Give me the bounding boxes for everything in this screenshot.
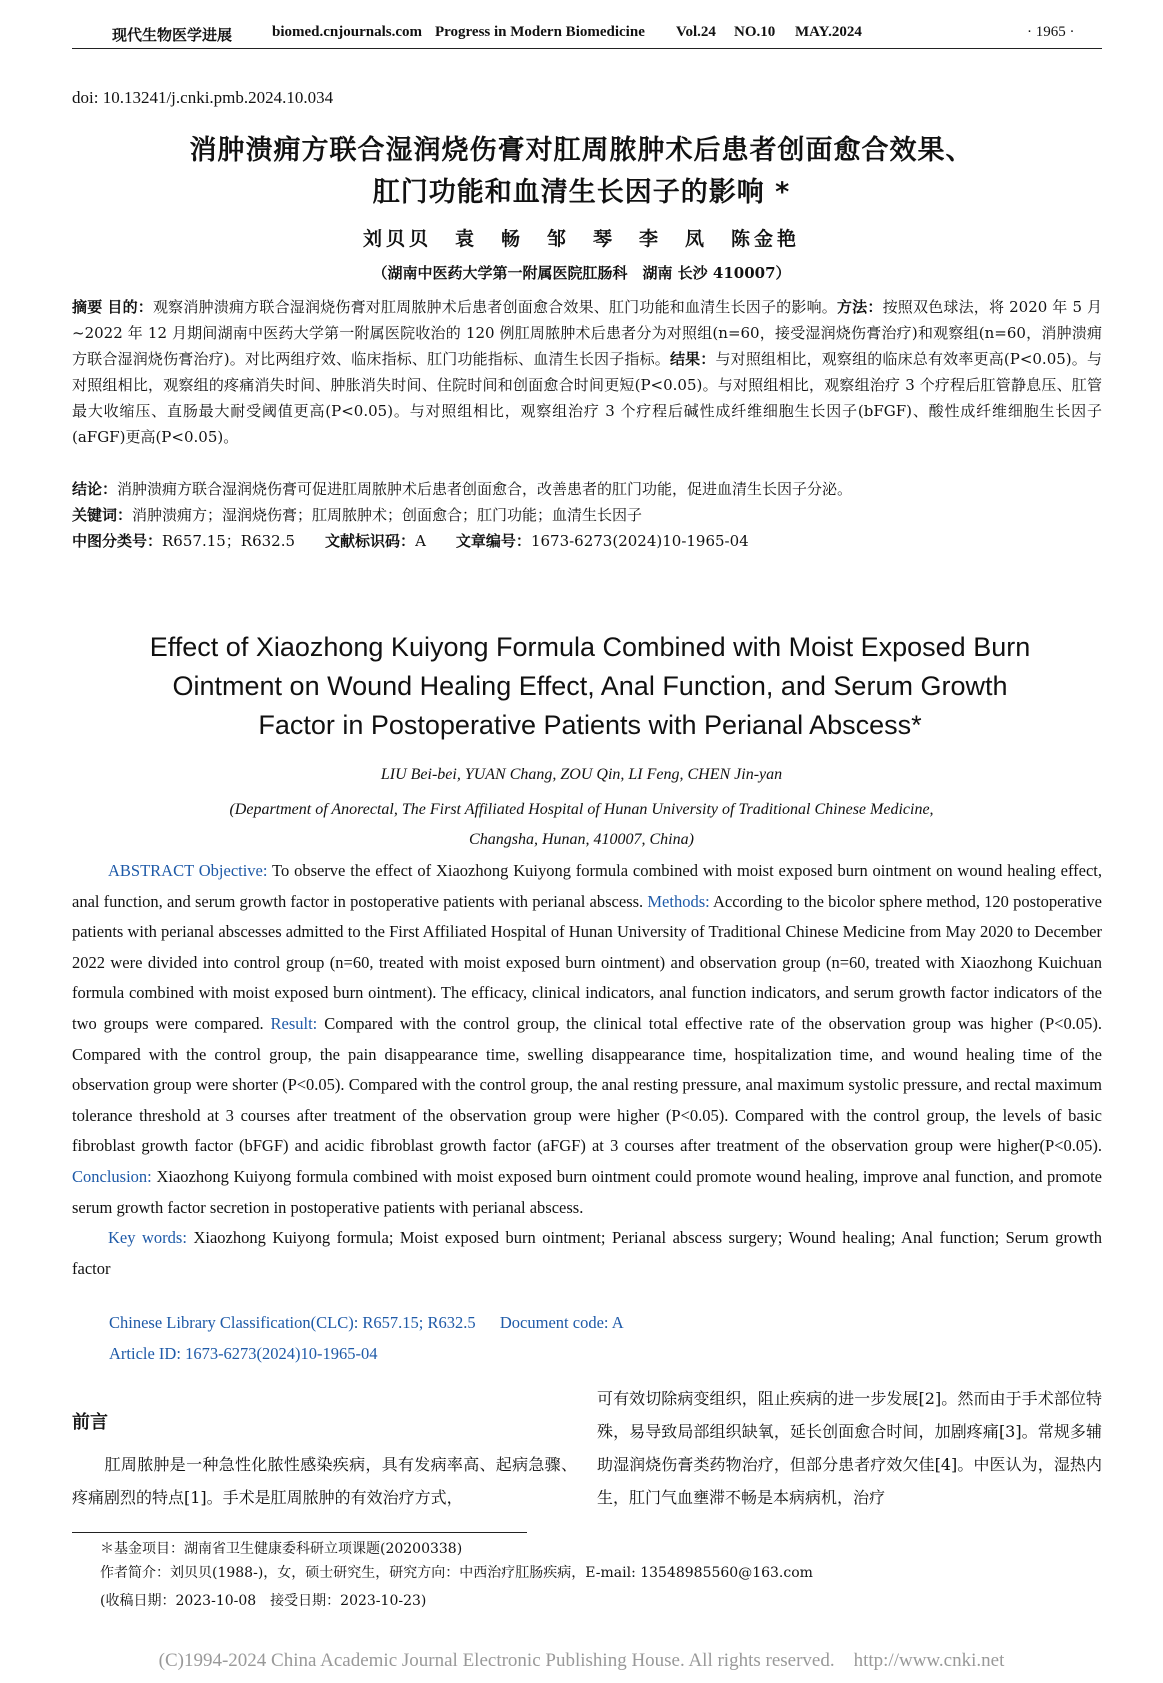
intro-right-column: 可有效切除病变组织，阻止疾病的进一步发展[2]。然而由于手术部位特殊，易导致局部组织缺氧，延长创面愈合时间，加剧疼痛[3]。常规多辅助湿润烧伤膏类药物治疗，但部分患者疗效欠佳[4]。中医认为，湿热内生，肛门气血壅滞不畅是本病病机，治疗 (597, 1389, 1102, 1507)
en-articleid-line (109, 1344, 378, 1364)
en-conclusion: Xiaozhong Kuiyong formula combined with moist exposed burn ointment could promote wound healing, improve anal function, and promote serum growth factor secretion in postoperative patients with perianal abscess. (72, 1166, 1102, 1217)
en-abstract-label: ABSTRACT Objective: (108, 861, 268, 880)
journal-date: MAY.2024 (795, 24, 862, 40)
en-methods: According to the bicolor sphere method, 120 postoperative patients with perianal abscesses admitted to the First Affiliated Hospital of Hunan University of Traditional Chinese Medicine from May 2020 to December 2022 were divided into control group (n=60, treated with moist exposed burn ointment) and observation group (n=60, treated with Xiaozhong Kuichuan formula combined with moist exposed burn ointment). The efficacy, clinical indicators, anal function indicators, and serum growth factor indicators of the two groups were compared. (72, 891, 1102, 1033)
en-doccode-label: Document code: (499, 1313, 609, 1332)
footnote-fund: ＊基金项目：湖南省卫生健康委科研立项课题(20200338) (100, 1541, 463, 1557)
en-result: Compared with the control group, the clinical total effective rate of the observation group was higher (P<0.05). Compared with the control group, the pain disappearance time, swelling disappearance time, hospitalization time, and wound healing time of the observation group were shorter (P<0.05). Compared with the control group, the anal resting pressure, anal maximum systolic pressure, and rectal maximum tolerance threshold at 3 courses after treatment of the observation group were higher (P<0.05). Compared with the control group, the levels of basic fibroblast growth factor (bFGF) and acidic fibroblast growth factor (aFGF) at 3 courses after treatment of the observation group were higher(P<0.05). (72, 1013, 1103, 1156)
en-conclusion-label: Conclusion: (72, 1166, 152, 1186)
cn-methods-label: 方法： (836, 298, 883, 316)
cn-articleid-label: 文章编号： (455, 532, 531, 550)
cn-abstract-label: 摘要 (72, 298, 103, 316)
cn-keywords-block (72, 502, 1102, 528)
cn-doccode: A (415, 532, 426, 550)
cn-abstract (72, 294, 1102, 450)
en-title-line1: Effect of Xiaozhong Kuiyong Formula Combined with Moist Exposed Burn (149, 632, 1031, 662)
intro-heading: 前言 (72, 1412, 108, 1433)
cn-authors: 刘贝贝 袁 畅 邹 琴 李 凤 陈金艳 (362, 228, 800, 250)
journal-name-en: Progress in Modern Biomedicine (435, 24, 645, 40)
journal-volume: Vol.24 (676, 24, 716, 40)
cn-keywords: 消肿溃痈方；湿润烧伤膏；肛周脓肿术；创面愈合；肛门功能；血清生长因子 (132, 506, 643, 524)
en-result-label: Result: (270, 1013, 318, 1033)
cn-title-line1: 消肿溃痈方联合湿润烧伤膏对肛周脓肿术后患者创面愈合效果、 (189, 135, 974, 166)
en-abstract (72, 856, 1102, 1284)
en-affiliation-line1: (Department of Anorectal, The First Affiliated Hospital of Hunan University of Traditional Chinese Medicine, (229, 801, 934, 818)
cn-results: 与对照组相比，观察组的临床总有效率更高(P<0.05)。与对照组相比，观察组的疼痛消失时间、肿胀消失时间、住院时间和创面愈合时间更短(P<0.05)。与对照组相比，观察组治疗 3 个疗程后肛管静息压、肛管最大收缩压、直肠最大耐受阈值更高(P<0.05)。与对照组相比，观察组治疗 3 个疗程后碱性成纤维细胞生长因子(bFGF)、酸性成纤维细胞生长因子(aFGF)更高(P<0.05)。 (72, 350, 1102, 446)
journal-name-cn: 现代生物医学进展 (112, 28, 233, 44)
footnote-dates: (收稿日期：2023-10-08 接受日期：2023-10-23) (100, 1593, 427, 1609)
intro-left-column: 肛周脓肿是一种急性化脓性感染疾病，具有发病率高、起病急骤、疼痛剧烈的特点[1]。手术是肛周脓肿的有效治疗方式， (72, 1455, 577, 1507)
cn-conclusion-block (72, 476, 1102, 502)
cn-title-line2: 肛门功能和血清生长因子的影响 * (372, 177, 791, 208)
cn-articleid: 1673-6273(2024)10-1965-04 (530, 532, 749, 550)
en-articleid: 1673-6273(2024)10-1965-04 (185, 1344, 378, 1363)
en-doccode: A (611, 1313, 624, 1332)
doi[interactable]: doi: 10.13241/j.cnki.pmb.2024.10.034 (72, 88, 334, 107)
cn-methods: 按照双色球法，将 2020 年 5 月 ~2022 年 12 月期间湖南中医药大学第一附属医院收治的 120 例肛周脓肿术后患者分为对照组(n=60，接受湿润烧伤膏治疗)和观察组(n=60，消肿溃痈方联合湿润烧伤膏治疗)。对比两组疗效、临床指标、肛门功能指标、血清生长因子指标。 (72, 298, 1102, 368)
en-clc-label: Chinese Library Classification(CLC): (109, 1313, 359, 1332)
en-title-line3: Factor in Postoperative Patients with Perianal Abscess* (258, 710, 922, 740)
en-affiliation (0, 795, 1163, 855)
en-authors: LIU Bei-bei, YUAN Chang, ZOU Qin, LI Feng, CHEN Jin-yan (380, 766, 783, 783)
cn-conclusion-label: 结论： (72, 480, 118, 498)
header-rule (72, 48, 1102, 49)
cn-conclusion: 消肿溃痈方联合湿润烧伤膏可促进肛周脓肿术后患者创面愈合，改善患者的肛门功能，促进血清生长因子分泌。 (117, 480, 853, 498)
cn-keywords-label: 关键词： (72, 506, 133, 524)
cn-classification (72, 528, 1102, 554)
cn-clc-label: 中图分类号： (72, 532, 163, 550)
footnote-rule (72, 1532, 527, 1533)
cn-objective-label: 目的： (107, 298, 153, 316)
en-keywords-label: Key words: (108, 1228, 187, 1248)
cn-objective: 观察消肿溃痈方联合湿润烧伤膏对肛周脓肿术后患者创面愈合效果、肛门功能和血清生长因子的影响。 (152, 298, 837, 316)
copyright-footer: (C)1994-2024 China Academic Journal Electronic Publishing House. All rights reserved. http://www.cnki.net (158, 1650, 1005, 1671)
page-number: · 1965 · (1027, 24, 1075, 40)
cn-clc: R657.15；R632.5 (162, 532, 296, 550)
footnote-author: 作者简介：刘贝贝(1988-)，女，硕士研究生，研究方向：中西治疗肛肠疾病，E-mail: 13548985560@163.com (100, 1565, 813, 1581)
cn-results-label: 结果： (669, 350, 716, 368)
cn-doccode-label: 文献标识码： (325, 532, 416, 550)
en-title-line2: Ointment on Wound Healing Effect, Anal Function, and Serum Growth (172, 671, 1008, 701)
en-articleid-label: Article ID: (109, 1344, 181, 1363)
journal-site[interactable]: biomed.cnjournals.com (272, 24, 422, 40)
en-title (90, 628, 1090, 745)
en-methods-label: Methods: (647, 891, 710, 911)
en-objective: To observe the effect of Xiaozhong Kuiyong formula combined with moist exposed burn ointment on wound healing effect, anal function, and serum growth factor in postoperative patients with perianal abscess. (72, 861, 1102, 911)
journal-issue: NO.10 (734, 24, 776, 40)
cn-affiliation: （湖南中医药大学第一附属医院肛肠科 湖南 长沙 410007） (372, 264, 791, 282)
en-affiliation-line2: Changsha, Hunan, 410007, China) (469, 831, 694, 848)
en-classification (109, 1313, 624, 1333)
en-clc: R657.15; R632.5 (362, 1313, 476, 1332)
en-keywords: Xiaozhong Kuiyong formula; Moist exposed burn ointment; Perianal abscess surgery; Wound healing; Anal function; Serum growth factor (72, 1228, 1103, 1278)
